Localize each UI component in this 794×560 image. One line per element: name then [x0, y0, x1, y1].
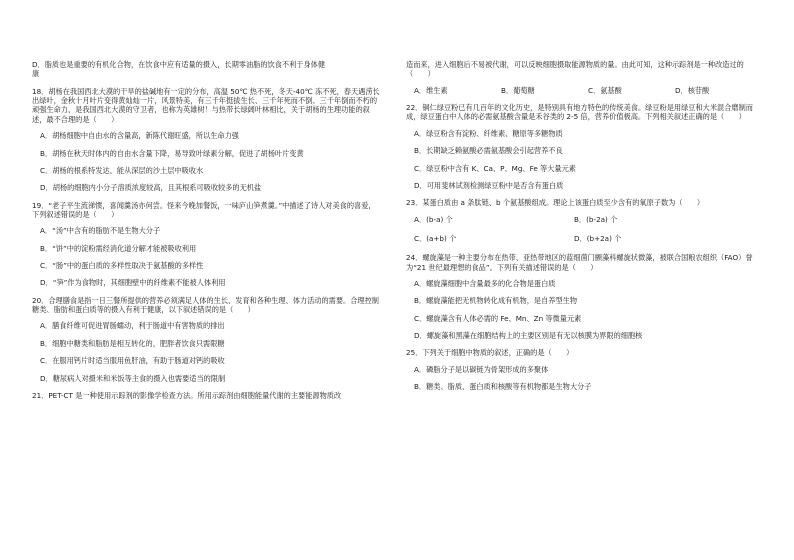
question-20 — [32, 296, 380, 383]
question-21-continued — [406, 60, 762, 95]
right-column — [406, 60, 762, 400]
q18-stem: 18．胡杨在我国西北大漠的干旱的盐碱地有一定的分布，高温 50℃ 热不死，冬天-40℃ 冻不死，春天遇涝长出绿叶，金秋十月叶片变得黄灿灿一片，风景特美，有三千年挺拔生长、三千年死而不倒、三千年倒而不朽的顽强生命力，是我国西北大漠的守卫者，也称为英雄树！与热带长绿阔叶林相比，关于胡杨的生理功能的叙述，最不合理的是（ ） — [32, 86, 380, 124]
question-19 — [32, 201, 380, 288]
q17-option-d-line1: D．脂质也是重要的有机化合物，在饮食中应有适量的摄入，长期零油脂的饮食不利于身体健 — [32, 60, 326, 69]
q20-stem: 20．合理膳食是指一日三餐所提供的营养必须满足人体的生长、发育和各种生理、体力活动的需要。合理控制糖类、脂肪和蛋白质等的摄入有利于健康，以下叙述错误的是（ ） — [32, 295, 379, 315]
q19-stem: 19．“老子平生流涕惯，喜闻羹汤亦何尝。怪来今晚加餐饭，一味庐山笋煮羹。”中描述了诗人对美食的喜爱，下列叙述错误的是（ ） — [32, 200, 376, 219]
question-23 — [406, 198, 762, 243]
q20-option-d: D．糖尿病人对摄米和米饭等主食的摄入也需要适当的限制 — [40, 373, 226, 383]
question-22 — [406, 103, 762, 190]
question-24 — [406, 253, 762, 340]
left-column — [32, 60, 380, 408]
q20-option-b: B．细胞中糖类和脂肪是相互转化的，肥胖者饮食只需限糖 — [40, 338, 225, 348]
q23-option-d: D．(b+2a) 个 — [574, 233, 622, 243]
q25-option-a: A．磷脂分子是以碳链为骨架形成的多聚体 — [414, 364, 549, 374]
q18-option-c: C．胡杨的根系特发达，能从深层的沙土层中吸收水 — [40, 165, 204, 175]
q23-options-row2 — [406, 234, 762, 243]
q20-option-c: C．在服用钙片时适当服用鱼肝油，有助于肠道对钙的吸收 — [40, 356, 225, 366]
q23-option-c: C．(a+b) 个 — [414, 233, 457, 243]
q24-option-c: C．螺旋藻含有人体必需的 Fe、Mn、Zn 等微量元素 — [414, 313, 582, 323]
q18-option-b: B．胡杨在秋天时体内的自由水含量下降，易导致叶绿素分解，促进了胡杨叶片变黄 — [40, 148, 304, 158]
question-21-start — [32, 391, 380, 400]
q19-option-a: A．“汤”中含有的脂肪不是生物大分子 — [40, 226, 161, 236]
q23-option-b: B．(b-2a) 个 — [574, 214, 618, 224]
q21-option-c: C．氨基酸 — [588, 85, 622, 95]
q22-option-c: C．绿豆粉中含有 K、Ca、P、Mg、Fe 等大量元素 — [414, 163, 576, 173]
question-18 — [32, 87, 380, 193]
q22-stem: 22．铜仁绿豆粉已有几百年的文化历史，是特别具有地方特色的传统美食。绿豆粉是用绿豆和大米混合磨制而成，绿豆蛋白中人体的必需氨基酸含量是禾谷类的 2-5 倍，营养价值极高。下列相关叙述正确的是（ ） — [406, 103, 753, 122]
q21-option-b: B．葡萄糖 — [501, 85, 535, 95]
q23-option-a: A．(b-a) 个 — [414, 214, 453, 224]
q22-option-d: D．可用斐林试剂检测绿豆粉中是否含有蛋白质 — [414, 180, 564, 190]
q19-option-d: D．“笋”作为食物时，其细胞壁中的纤维素不能被人体利用 — [40, 278, 226, 288]
q17-option-d-line2: 康 — [32, 69, 40, 79]
q18-option-d: D．胡杨的细胞内小分子溶质浓度较高，且其根系可吸收较多的无机盐 — [40, 183, 262, 193]
q24-option-a: A．螺旋藻细胞中含量最多的化合物是蛋白质 — [414, 279, 556, 289]
q25-stem: 25．下列关于细胞中物质的叙述，正确的是（ ） — [406, 348, 574, 358]
q25-option-b: B．糖类、脂质、蛋白质和核酸等有机物都是生物大分子 — [414, 382, 592, 392]
q19-option-b: B．“饼”中的淀粉需经消化道分解才能被吸收利用 — [40, 243, 197, 253]
q24-option-b: B．螺旋藻能把无机物转化成有机物，是自养型生物 — [414, 296, 578, 306]
q22-option-b: B．长期缺乏赖氨酸必需氨基酸会引起营养不良 — [414, 146, 563, 156]
q24-option-d: D．螺旋藻和黑藻在细胞结构上的主要区别是有无以核膜为界限的细胞核 — [414, 331, 643, 341]
q21-stem-line1: 21．PET-CT 是一种使用示踪剂的影像学检查方法。所用示踪剂由细胞能量代谢的主要能源物质改 — [32, 390, 342, 400]
q18-option-a: A．胡杨细胞中自由水的含量高，新陈代谢旺盛，所以生命力强 — [40, 131, 239, 141]
q19-option-c: C．“肠”中的蛋白质的多样性取决于氨基酸的多样性 — [40, 261, 204, 271]
q23-stem: 23．某蛋白质由 a 条肽链、b 个氨基酸组成。理论上该蛋白质至少含有的氧原子数为（ ） — [406, 198, 705, 208]
q23-options-row1 — [406, 215, 762, 224]
q24-stem: 24．螺旋藻是一种主要分布在热带、亚热带地区的蓝细菌门颤藻科螺旋状微藻，被联合国粮农组织（FAO）誉为“21 世纪最理想的食品”。下列有关描述错误的是（ ） — [406, 253, 753, 272]
q21-stem-line2: 造而来，进入细胞后不易被代谢，可以反映细胞摄取能源物质的量。由此可知，这种示踪剂是一种改造过的（ ） — [406, 60, 744, 79]
q21-option-a: A．维生素 — [414, 85, 448, 95]
question-17-tail — [32, 60, 380, 79]
question-25 — [406, 348, 762, 391]
q21-options — [406, 86, 762, 95]
q20-option-a: A．膳食纤维可促进胃肠蠕动，利于肠道中有害物质的排出 — [40, 321, 225, 331]
q22-option-a: A．绿豆粉含有淀粉、纤维素、糖原等多糖物质 — [414, 128, 563, 138]
q21-option-d: D．核苷酸 — [675, 85, 710, 95]
